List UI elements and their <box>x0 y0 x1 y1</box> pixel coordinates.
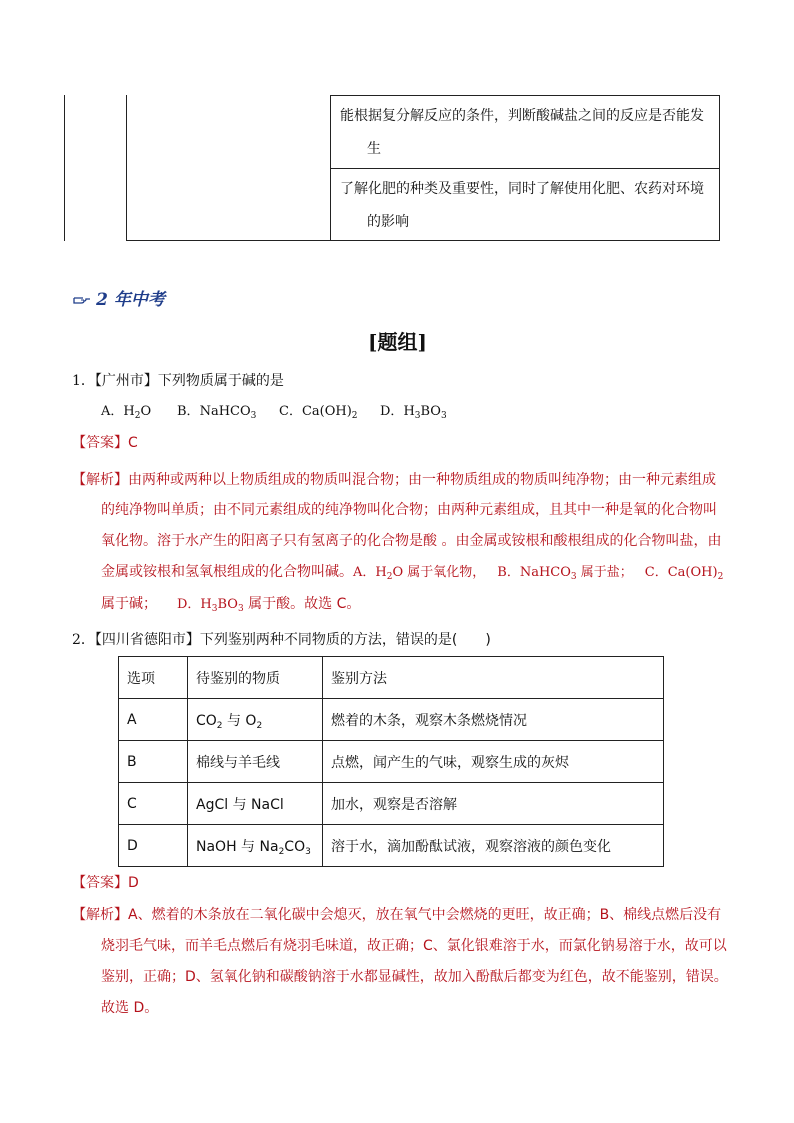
table-cell-method: 燃着的木条，观察木条燃烧情况 <box>323 699 664 741</box>
table-cell-option: B <box>119 741 188 783</box>
q2-answer: 【答案】D <box>72 875 139 891</box>
q2-analysis-line-4: 故选 D。 <box>101 1000 159 1016</box>
q1-stem <box>72 371 284 391</box>
table-cell-substances: NaOH 与 $Na_2CO_3$ <box>188 825 323 867</box>
table-cell-substances: 棉线与羊毛线 <box>188 741 323 783</box>
q1-analysis-line-2: 的纯净物叫单质；由不同元素组成的纯净物叫化合物；由两种元素组成，且其中一种是氧的化合物叫 <box>101 502 717 518</box>
q2-analysis-line-2: 烧羽毛气味，而羊毛点燃后有烧羽毛味道，故正确；C、氯化银难溶于水，而氯化钠易溶于水，故可以 <box>101 938 727 954</box>
q1-option-b: B．NaHCO$_3$ <box>177 404 257 421</box>
syllabus-row2-line1: 了解化肥的种类及重要性，同时了解使用化肥、农药对环境 <box>340 181 704 197</box>
q1-option-a: A．$H_2O$ <box>101 404 152 421</box>
table-row <box>119 825 664 867</box>
q1-option-c: C．$Ca(OH)_2$ <box>279 404 358 421</box>
table-header-cell: 待鉴别的物质 <box>188 657 323 699</box>
syllabus-row2-line2: 的影响 <box>367 214 409 230</box>
table-cell-method: 点燃，闻产生的气味，观察生成的灰烬 <box>323 741 664 783</box>
syllabus-row1-line2: 生 <box>367 141 381 157</box>
syllabus-row1-line1: 能根据复分解反应的条件，判断酸碱盐之间的反应是否能发 <box>340 108 704 124</box>
q1-stem-text: 下列物质属于碱的是 <box>157 373 284 389</box>
q1-analysis-line-1: 【解析】由两种或两种以上物质组成的物质叫混合物；由一种物质组成的物质叫纯净物；由一种元素组成 <box>72 472 716 488</box>
page-title: [题组] <box>368 330 427 354</box>
q2-source: 【四川省德阳市】 <box>94 632 200 648</box>
q2-number: 2． <box>72 632 95 648</box>
table-cell-option: D <box>119 825 188 867</box>
table-cell-method: 溶于水，滴加酚酞试液，观察溶液的颜色变化 <box>323 825 664 867</box>
q1-source: 【广州市】 <box>94 373 158 389</box>
table-row <box>119 783 664 825</box>
q1-option-d: D．$H_3BO_3$ <box>380 404 447 421</box>
table-cell-method: 加水，观察是否溶解 <box>323 783 664 825</box>
syllabus-table <box>64 95 720 241</box>
table-cell-option: C <box>119 783 188 825</box>
q2-analysis-line-1: 【解析】A、燃着的木条放在二氧化碳中会熄灭，放在氧气中会燃烧的更旺，故正确；B、棉线点燃后没有 <box>72 907 722 923</box>
q2-analysis-line-3: 鉴别，正确；D、氢氧化钠和碳酸钠溶于水都显碱性，故加入酚酞后都变为红色，故不能鉴别，错误。 <box>101 969 728 985</box>
section-heading <box>73 285 165 310</box>
q1-answer: 【答案】C <box>72 435 138 451</box>
table-cell-substances: AgCl 与 NaCl <box>188 783 323 825</box>
table-row <box>119 699 664 741</box>
q2-stem <box>72 630 491 650</box>
q1-analysis-line-5: 属于碱； D．$H_3BO_3$ 属于酸。故选 C。 <box>101 596 361 614</box>
section-heading-text: 2 年中考 <box>96 290 165 310</box>
table-header-cell: 选项 <box>119 657 188 699</box>
table-header-cell: 鉴别方法 <box>323 657 664 699</box>
q1-analysis-line-3: 氧化物。溶于水产生的阳离子只有氢离子的化合物是酸 。由金属或铵根和酸根组成的化合物叫盐，由 <box>101 533 722 549</box>
q2-stem-text: 下列鉴别两种不同物质的方法，错误的是( ) <box>199 632 491 648</box>
table-header-row <box>119 657 664 699</box>
q1-number: 1． <box>72 373 95 389</box>
table-cell-option: A <box>119 699 188 741</box>
table-row <box>119 741 664 783</box>
q2-table <box>118 656 664 867</box>
table-cell-substances: $CO_2$ 与 $O_2$ <box>188 699 323 741</box>
pointing-hand-icon <box>73 291 91 310</box>
q1-analysis-line-4: 金属或铵根和氢氧根组成的化合物叫碱。A．$H_2O$ 属于氧化物， B．NaHCO$_3$ 属于盐； C．$Ca(OH)_2$ <box>101 564 724 582</box>
